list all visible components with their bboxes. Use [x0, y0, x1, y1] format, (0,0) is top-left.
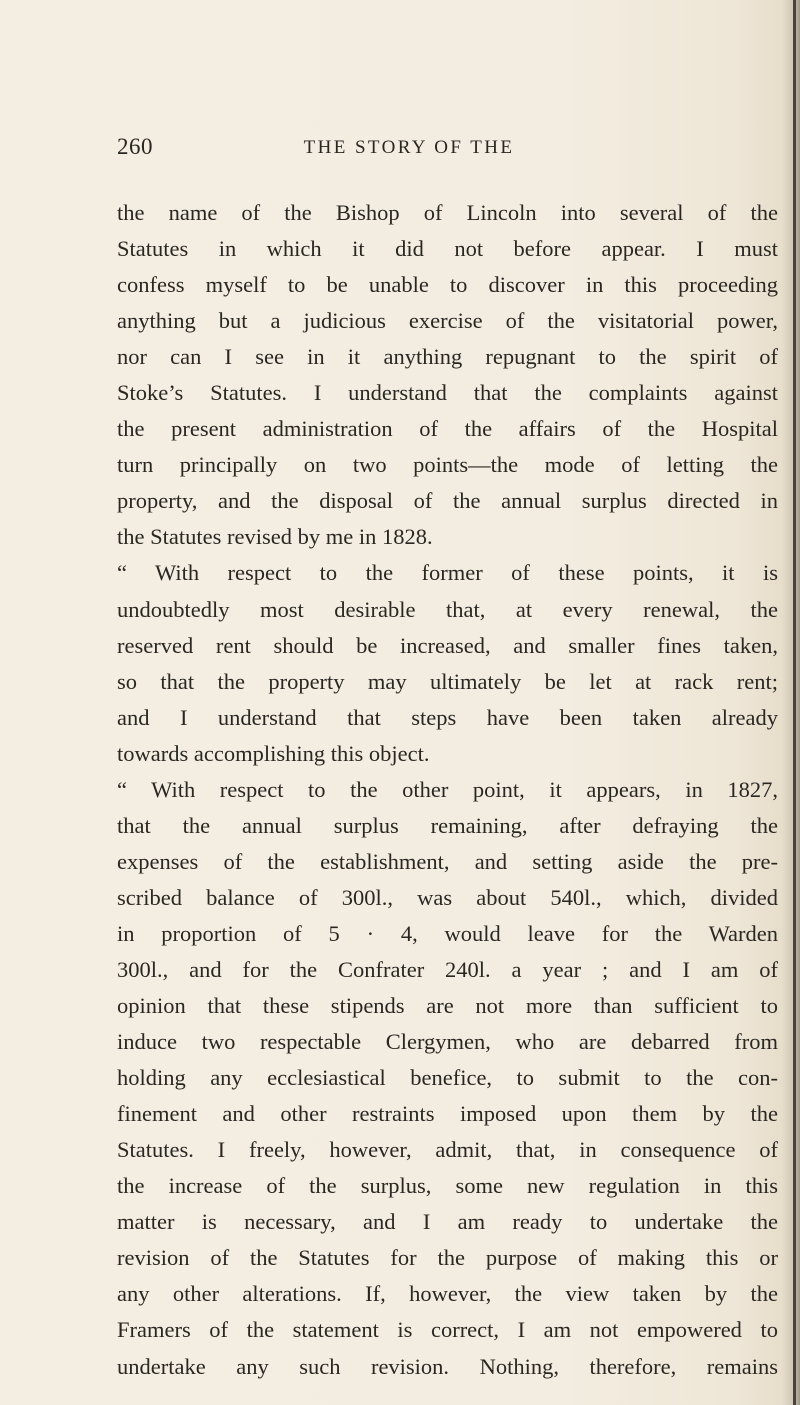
text-line: the Statutes revised by me in 1828.: [117, 524, 433, 550]
text-line: so that the property may ultimately be let at rack rent;: [117, 668, 778, 694]
text-line: the present administration of the affairs of the Hospital: [117, 416, 778, 442]
text-line: revision of the Statutes for the purpose of making this or: [117, 1245, 778, 1271]
page-edge-line: [793, 0, 796, 1405]
text-line: opinion that these stipends are not more than sufficient to: [117, 993, 778, 1019]
text-line: property, and the disposal of the annual surplus directed in: [117, 488, 778, 514]
page-number: 260: [117, 134, 153, 159]
body-text: [117, 195, 778, 1385]
running-head: THE STORY OF THE: [303, 137, 515, 158]
text-line: the increase of the surplus, some new regulation in this: [117, 1173, 778, 1199]
text-line: Stoke’s Statutes. I understand that the complaints against: [117, 380, 778, 406]
text-line: 300l., and for the Confrater 240l. a year ; and I am of: [117, 956, 778, 982]
text-line: in proportion of 5 · 4, would leave for the Warden: [117, 920, 778, 946]
text-line: Statutes in which it did not before appear. I must: [117, 236, 778, 262]
text-line: nor can I see in it anything repugnant to the spirit of: [117, 344, 778, 370]
text-line: turn principally on two points—the mode of letting the: [117, 452, 778, 478]
text-line: induce two respectable Clergymen, who are debarred from: [117, 1029, 778, 1055]
text-line: holding any ecclesiastical benefice, to submit to the con-: [117, 1065, 778, 1091]
text-line: reserved rent should be increased, and smaller fines taken,: [117, 632, 778, 658]
text-line: and I understand that steps have been taken already: [117, 704, 778, 730]
text-line: towards accomplishing this object.: [117, 740, 430, 766]
text-line: “ With respect to the former of these points, it is: [117, 560, 778, 586]
page-edge-shadow: [782, 0, 800, 1405]
text-line: expenses of the establishment, and setting aside the pre-: [117, 848, 778, 874]
text-line: “ With respect to the other point, it appears, in 1827,: [117, 776, 778, 802]
text-line: matter is necessary, and I am ready to undertake the: [117, 1209, 778, 1235]
text-line: that the annual surplus remaining, after defraying the: [117, 812, 778, 838]
text-line: undoubtedly most desirable that, at every renewal, the: [117, 596, 778, 622]
text-line: Statutes. I freely, however, admit, that, in consequence of: [117, 1137, 778, 1163]
text-line: Framers of the statement is correct, I am not empowered to: [117, 1317, 778, 1343]
text-line: scribed balance of 300l., was about 540l., which, divided: [117, 884, 778, 910]
text-line: undertake any such revision. Nothing, therefore, remains: [117, 1353, 778, 1379]
text-line: anything but a judicious exercise of the visitatorial power,: [117, 308, 778, 334]
text-line: finement and other restraints imposed upon them by the: [117, 1101, 778, 1127]
text-line: any other alterations. If, however, the view taken by the: [117, 1281, 778, 1307]
text-line: confess myself to be unable to discover in this proceeding: [117, 272, 778, 298]
text-line: the name of the Bishop of Lincoln into several of the: [117, 200, 778, 225]
